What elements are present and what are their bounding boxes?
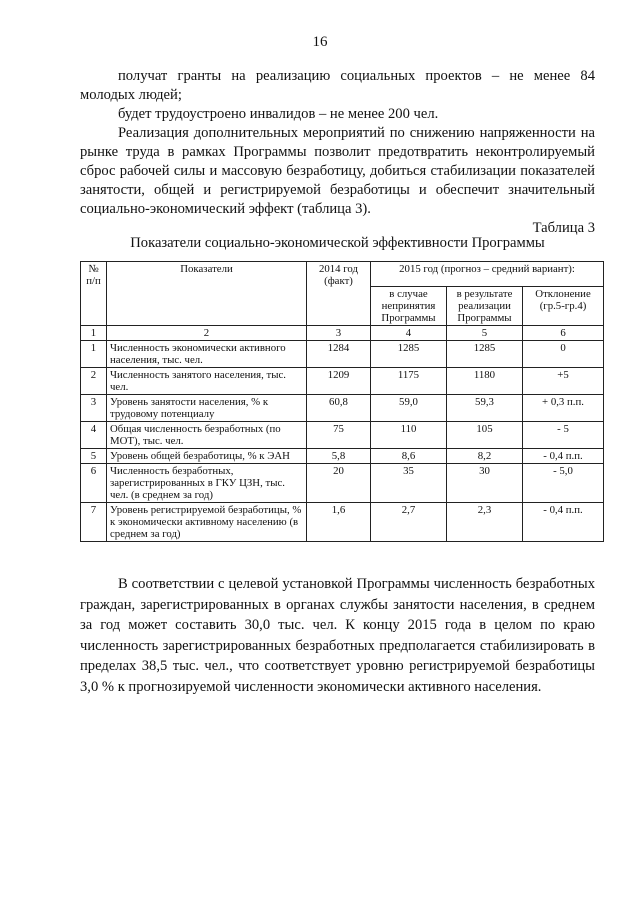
row-num: 6 [81,464,107,503]
column-number: 4 [371,326,447,341]
outro-text [80,574,595,698]
header-fact-2014: 2014 год (факт) [307,262,371,326]
intro-paragraph-grants: получат гранты на реализацию социальных проектов – не менее 84 молодых людей; [80,68,595,103]
header-forecast-2015: 2015 год (прогноз – средний вариант): [371,262,604,287]
row-indicator: Уровень занятости населения, % к трудовому потенциалу [107,395,307,422]
column-number: 2 [107,326,307,341]
row-num: 3 [81,395,107,422]
row-fact-2014: 1,6 [307,503,371,542]
row-indicator: Численность безработных, зарегистрированных в ГКУ ЦЗН, тыс. чел. (в среднем за год) [107,464,307,503]
row-fact-2014: 1209 [307,368,371,395]
row-with-program: 30 [447,464,523,503]
row-indicator: Численность экономически активного населения, тыс. чел. [107,341,307,368]
column-number: 6 [523,326,604,341]
page-number: 16 [312,34,328,50]
table-row [81,395,604,422]
row-deviation: +5 [523,368,604,395]
row-with-program: 59,3 [447,395,523,422]
row-without-program: 1285 [371,341,447,368]
table-row [81,449,604,464]
header-with-program: в результате реализации Программы [447,287,523,326]
row-deviation: - 0,4 п.п. [523,449,604,464]
table-caption: Таблица 3 [532,220,595,236]
row-with-program: 1180 [447,368,523,395]
row-with-program: 105 [447,422,523,449]
row-without-program: 2,7 [371,503,447,542]
row-with-program: 2,3 [447,503,523,542]
row-indicator: Общая численность безработных (по МОТ), тыс. чел. [107,422,307,449]
table-row [81,422,604,449]
table-row [81,503,604,542]
row-deviation: - 5 [523,422,604,449]
row-num: 1 [81,341,107,368]
column-numbers-row [81,326,604,341]
row-indicator: Уровень общей безработицы, % к ЭАН [107,449,307,464]
intro-paragraph-effect: Реализация дополнительных мероприятий по снижению напряженности на рынке труда в рамках Программы позволит предотвратить неконтролируемый сброс рабочей силы и массовую безработицу, добиться стабилизации показателей занятости, общей и регистрируемой безработицы и обеспечит значительный социально-экономический эффект (таблица 3). [80,125,595,217]
row-num: 5 [81,449,107,464]
header-indicators: Показатели [107,262,307,326]
row-deviation: - 0,4 п.п. [523,503,604,542]
table-title: Показатели социально-экономической эффективности Программы [130,235,545,251]
row-fact-2014: 60,8 [307,395,371,422]
intro-paragraph-disabled: будет трудоустроено инвалидов – не менее 200 чел. [118,106,439,122]
row-without-program: 59,0 [371,395,447,422]
row-num: 2 [81,368,107,395]
row-without-program: 8,6 [371,449,447,464]
column-number: 5 [447,326,523,341]
row-fact-2014: 1284 [307,341,371,368]
header-num: № п/п [81,262,107,326]
column-number: 1 [81,326,107,341]
row-without-program: 110 [371,422,447,449]
header-deviation: Отклонение (гр.5-гр.4) [523,287,604,326]
outro-paragraph: В соответствии с целевой установкой Программы численность безработных граждан, зарегистрированных в органах службы занятости населения, в среднем за год может составить 30,0 тыс. чел. К концу 2015 года в целом по краю численность зарегистрированных безработных предполагается стабилизировать в пределах 38,5 тыс. чел., что соответствует уровню регистрируемой безработицы 3,0 % к прогнозируемой численности экономически активного населения. [80,576,595,695]
row-indicator: Уровень регистрируемой безработицы, % к экономически активному населению (в среднем за год) [107,503,307,542]
table-row [81,341,604,368]
header-without-program: в случае непринятия Программы [371,287,447,326]
row-deviation: 0 [523,341,604,368]
row-num: 4 [81,422,107,449]
row-with-program: 8,2 [447,449,523,464]
row-indicator: Численность занятого населения, тыс. чел. [107,368,307,395]
row-fact-2014: 75 [307,422,371,449]
row-deviation: - 5,0 [523,464,604,503]
row-without-program: 1175 [371,368,447,395]
table-row [81,464,604,503]
intro-text [80,67,595,219]
row-deviation: + 0,3 п.п. [523,395,604,422]
row-fact-2014: 20 [307,464,371,503]
row-fact-2014: 5,8 [307,449,371,464]
column-number: 3 [307,326,371,341]
row-with-program: 1285 [447,341,523,368]
row-num: 7 [81,503,107,542]
efficiency-table [80,261,604,542]
row-without-program: 35 [371,464,447,503]
table-row [81,368,604,395]
